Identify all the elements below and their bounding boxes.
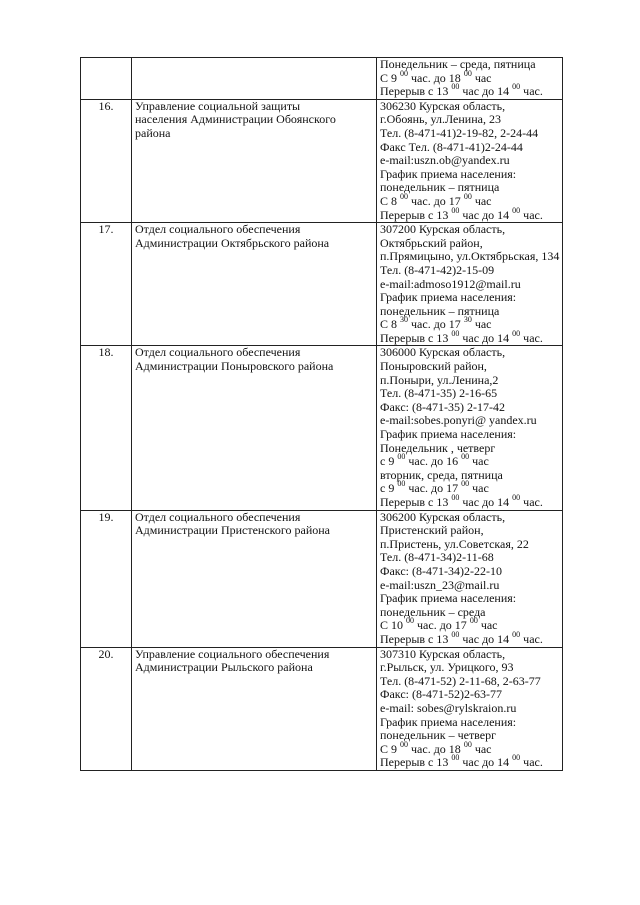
contact-info-line <box>380 168 559 182</box>
row-number: 16. <box>81 99 132 222</box>
contact-info-text: Октябрьский район, <box>380 235 483 250</box>
table-row <box>81 346 563 510</box>
organization-name-line: Отдел социального обеспечения <box>135 222 301 237</box>
contact-info <box>377 346 563 510</box>
contact-info-text: С 9 <box>380 741 401 756</box>
contact-info-text: Перерыв с 13 <box>380 330 452 345</box>
contact-info-text: час до 14 <box>459 207 513 222</box>
contact-info-text: час до 14 <box>459 84 513 99</box>
contact-info-line <box>380 191 559 209</box>
organization-name-line: Администрации Поныровского района <box>135 359 334 374</box>
time-minutes-superscript: 00 <box>512 205 521 215</box>
organization-name-line: Управление социальной защиты <box>135 98 301 113</box>
contact-info-line <box>380 278 559 292</box>
organization-name-line: Администрации Рыльского района <box>135 660 313 675</box>
contact-info-line <box>380 428 559 442</box>
time-minutes-superscript: 00 <box>512 753 521 763</box>
contact-info-text: час <box>471 193 492 208</box>
contact-info-text: вторник, среда, пятница <box>380 467 503 482</box>
table-row <box>81 223 563 346</box>
contact-info-text: Факс: (8-471-34)2-22-10 <box>380 563 502 578</box>
contact-info-text: Тел. (8-471-34)2-11-68 <box>380 550 494 565</box>
time-minutes-superscript: 00 <box>451 328 460 338</box>
contact-info-text: Перерыв с 13 <box>380 631 452 646</box>
contact-info-line <box>380 452 559 469</box>
time-minutes-superscript: 00 <box>451 629 460 639</box>
contact-info-line <box>380 538 559 552</box>
time-minutes-superscript: 00 <box>400 739 409 749</box>
contact-info-text: Поныровский район, <box>380 359 487 374</box>
organization-name-line: Отдел социального обеспечения <box>135 345 301 360</box>
contact-info-line <box>380 688 559 702</box>
contact-info-line <box>380 675 559 689</box>
contact-info-text: Перерыв с 13 <box>380 755 452 770</box>
contact-info-text: час <box>471 741 492 756</box>
table-row <box>81 647 563 770</box>
contact-info-text: 306230 Курская область, <box>380 98 506 113</box>
contact-info-line <box>380 346 559 360</box>
contact-info-text: Перерыв с 13 <box>380 207 452 222</box>
contact-info-text: с 9 <box>380 454 398 469</box>
contact-info-text: час до 14 <box>459 631 513 646</box>
contact-info-text: час до 14 <box>459 755 513 770</box>
contact-info-line <box>380 524 559 538</box>
contact-info-text: График приема населения: <box>380 166 517 181</box>
contact-info <box>377 647 563 770</box>
contact-info-text: Факс: (8-471-35) 2-17-42 <box>380 399 505 414</box>
organization-name <box>132 346 377 510</box>
time-minutes-superscript: 00 <box>461 479 470 489</box>
contact-info-text: час. <box>520 631 543 646</box>
table-row <box>81 510 563 647</box>
time-minutes-superscript: 30 <box>463 315 472 325</box>
contact-info-line <box>380 387 559 401</box>
contact-info-line <box>380 127 559 141</box>
contact-info-text: Факс Тел. (8-471-41)2-24-44 <box>380 139 523 154</box>
contact-info-text: e-mail:admoso1912@mail.ru <box>380 276 521 291</box>
offices-table-body <box>81 58 563 771</box>
contact-info-line <box>380 264 559 278</box>
contact-info-text: г.Обоянь, ул.Ленина, 23 <box>380 112 501 127</box>
contact-info-line <box>380 616 559 633</box>
contact-info-text: с 9 <box>380 481 398 496</box>
organization-name-line: Администрации Октябрьского района <box>135 235 330 250</box>
organization-name <box>132 223 377 346</box>
row-number: 18. <box>81 346 132 510</box>
time-minutes-superscript: 00 <box>400 68 409 78</box>
organization-name-line: Отдел социального обеспечения <box>135 509 301 524</box>
contact-info-text: Факс: (8-471-52)2-63-77 <box>380 687 502 702</box>
contact-info-text: час до 14 <box>459 330 513 345</box>
time-minutes-superscript: 00 <box>463 739 472 749</box>
contact-info-text: График приема населения: <box>380 427 517 442</box>
table-row <box>81 58 563 100</box>
contact-info <box>377 99 563 222</box>
organization-name-line: района <box>135 125 171 140</box>
time-minutes-superscript: 00 <box>512 82 521 92</box>
contact-info-text: час <box>469 454 489 469</box>
contact-info-line <box>380 702 559 716</box>
time-minutes-superscript: 00 <box>400 191 409 201</box>
contact-info-text: понедельник – среда <box>380 604 486 619</box>
time-minutes-superscript: 00 <box>451 493 460 502</box>
contact-info-text: понедельник – пятница <box>380 180 500 195</box>
organization-name <box>132 99 377 222</box>
contact-info-text: п.Пристень, ул.Советская, 22 <box>380 536 529 551</box>
contact-info-line <box>380 511 559 525</box>
contact-info-text: e-mail:uszn_23@mail.ru <box>380 577 500 592</box>
contact-info-line <box>380 291 559 305</box>
time-minutes-superscript: 00 <box>451 205 460 215</box>
organization-name <box>132 58 377 100</box>
offices-table <box>80 57 563 771</box>
organization-name <box>132 510 377 647</box>
time-minutes-superscript: 00 <box>397 479 406 489</box>
contact-info-text: 307310 Курская область, <box>380 646 506 661</box>
contact-info-text: Понедельник , четверг <box>380 440 496 455</box>
contact-info-text: e-mail: sobes@rylskraion.ru <box>380 700 517 715</box>
contact-info-text: час. до 18 <box>408 741 464 756</box>
contact-info-text: час. <box>520 495 543 509</box>
time-minutes-superscript: 00 <box>512 328 521 338</box>
contact-info-text: час. до 17 <box>405 481 462 496</box>
contact-info-text: час. до 17 <box>414 618 470 633</box>
row-number: 20. <box>81 647 132 770</box>
contact-info-text: График приема населения: <box>380 591 517 606</box>
contact-info-line <box>380 141 559 155</box>
contact-info-line <box>380 328 559 346</box>
contact-info-text: час <box>471 70 492 85</box>
contact-info-line <box>380 237 559 251</box>
contact-info-text: час <box>477 618 498 633</box>
contact-info-text: С 10 <box>380 618 407 633</box>
contact-info-text: График приема населения: <box>380 290 517 305</box>
time-minutes-superscript: 30 <box>400 315 409 325</box>
contact-info-text: п.Поныри, ул.Ленина,2 <box>380 372 499 387</box>
time-minutes-superscript: 00 <box>451 82 460 92</box>
time-minutes-superscript: 00 <box>406 616 415 626</box>
contact-info-text: 306000 Курская область, <box>380 345 506 360</box>
time-minutes-superscript: 00 <box>512 629 521 639</box>
contact-info-text: График приема населения: <box>380 714 517 729</box>
contact-info-text: г.Рыльск, ул. Урицкого, 93 <box>380 660 514 675</box>
time-minutes-superscript: 00 <box>461 452 470 462</box>
time-minutes-superscript: 00 <box>451 753 460 763</box>
contact-info-text: Понедельник – среда, пятница <box>380 57 536 71</box>
organization-name-line: Управление социального обеспечения <box>135 646 330 661</box>
contact-info-line <box>380 401 559 415</box>
contact-info-text: час. до 17 <box>408 317 464 332</box>
contact-info-line <box>380 250 559 264</box>
contact-info-line <box>380 113 559 127</box>
time-minutes-superscript: 00 <box>463 191 472 201</box>
contact-info-line <box>380 360 559 374</box>
contact-info-text: час. <box>520 84 543 99</box>
contact-info-text: час. до 17 <box>408 193 464 208</box>
contact-info-line <box>380 205 559 223</box>
organization-name-line: Администрации Пристенского района <box>135 523 331 538</box>
contact-info-text: С 8 <box>380 317 401 332</box>
organization-name-line: населения Администрации Обоянского <box>135 112 336 127</box>
contact-info-line <box>380 648 559 662</box>
contact-info-text: С 8 <box>380 193 401 208</box>
contact-info <box>377 510 563 647</box>
row-number <box>81 58 132 100</box>
contact-info-text: понедельник – пятница <box>380 303 500 318</box>
contact-info-line <box>380 753 559 770</box>
table-row <box>81 99 563 222</box>
contact-info-line <box>380 374 559 388</box>
contact-info-text: Тел. (8-471-35) 2-16-65 <box>380 386 498 401</box>
contact-info-text: Перерыв с 13 <box>380 84 452 99</box>
contact-info-text: e-mail:sobes.ponyri@ yandex.ru <box>380 413 537 428</box>
contact-info-text: час <box>469 481 489 496</box>
time-minutes-superscript: 00 <box>463 68 472 78</box>
contact-info-text: час до 14 <box>459 495 513 509</box>
contact-info-text: понедельник – четверг <box>380 728 497 743</box>
contact-info-line <box>380 414 559 428</box>
contact-info-text: Тел. (8-471-41)2-19-82, 2-24-44 <box>380 125 539 140</box>
contact-info-line <box>380 223 559 237</box>
contact-info-line <box>380 479 559 496</box>
row-number: 19. <box>81 510 132 647</box>
contact-info-text: e-mail:uszn.ob@yandex.ru <box>380 153 510 168</box>
contact-info-text: Тел. (8-471-52) 2-11-68, 2-63-77 <box>380 673 541 688</box>
contact-info <box>377 58 563 100</box>
contact-info-line <box>380 100 559 114</box>
contact-info-line <box>380 579 559 593</box>
contact-info-text: час. <box>520 755 543 770</box>
contact-info-text: С 9 <box>380 70 401 85</box>
contact-info-line <box>380 716 559 730</box>
contact-info <box>377 223 563 346</box>
contact-info-text: Тел. (8-471-42)2-15-09 <box>380 262 495 277</box>
organization-name <box>132 647 377 770</box>
contact-info-line <box>380 82 559 99</box>
contact-info-text: Пристенский район, <box>380 523 484 538</box>
contact-info-text: 306200 Курская область, <box>380 509 506 524</box>
contact-info-line <box>380 661 559 675</box>
contact-info-text: час. до 16 <box>405 454 462 469</box>
contact-info-text: 307200 Курская область, <box>380 222 506 237</box>
contact-info-line <box>380 154 559 168</box>
row-number: 17. <box>81 223 132 346</box>
contact-info-line <box>380 493 559 510</box>
contact-info-text: час. <box>520 207 543 222</box>
contact-info-text: Перерыв с 13 <box>380 495 452 509</box>
contact-info-text: час. <box>520 330 543 345</box>
time-minutes-superscript: 00 <box>512 493 521 502</box>
contact-info-line <box>380 565 559 579</box>
contact-info-line <box>380 551 559 565</box>
time-minutes-superscript: 00 <box>397 452 406 462</box>
contact-info-line <box>380 315 559 332</box>
contact-info-line <box>380 629 559 647</box>
contact-info-text: п.Прямицыно, ул.Октябрьская, 134 <box>380 249 560 264</box>
contact-info-text: час <box>471 317 492 332</box>
contact-info-text: час. до 18 <box>408 70 464 85</box>
contact-info-line <box>380 592 559 606</box>
time-minutes-superscript: 00 <box>469 616 478 626</box>
